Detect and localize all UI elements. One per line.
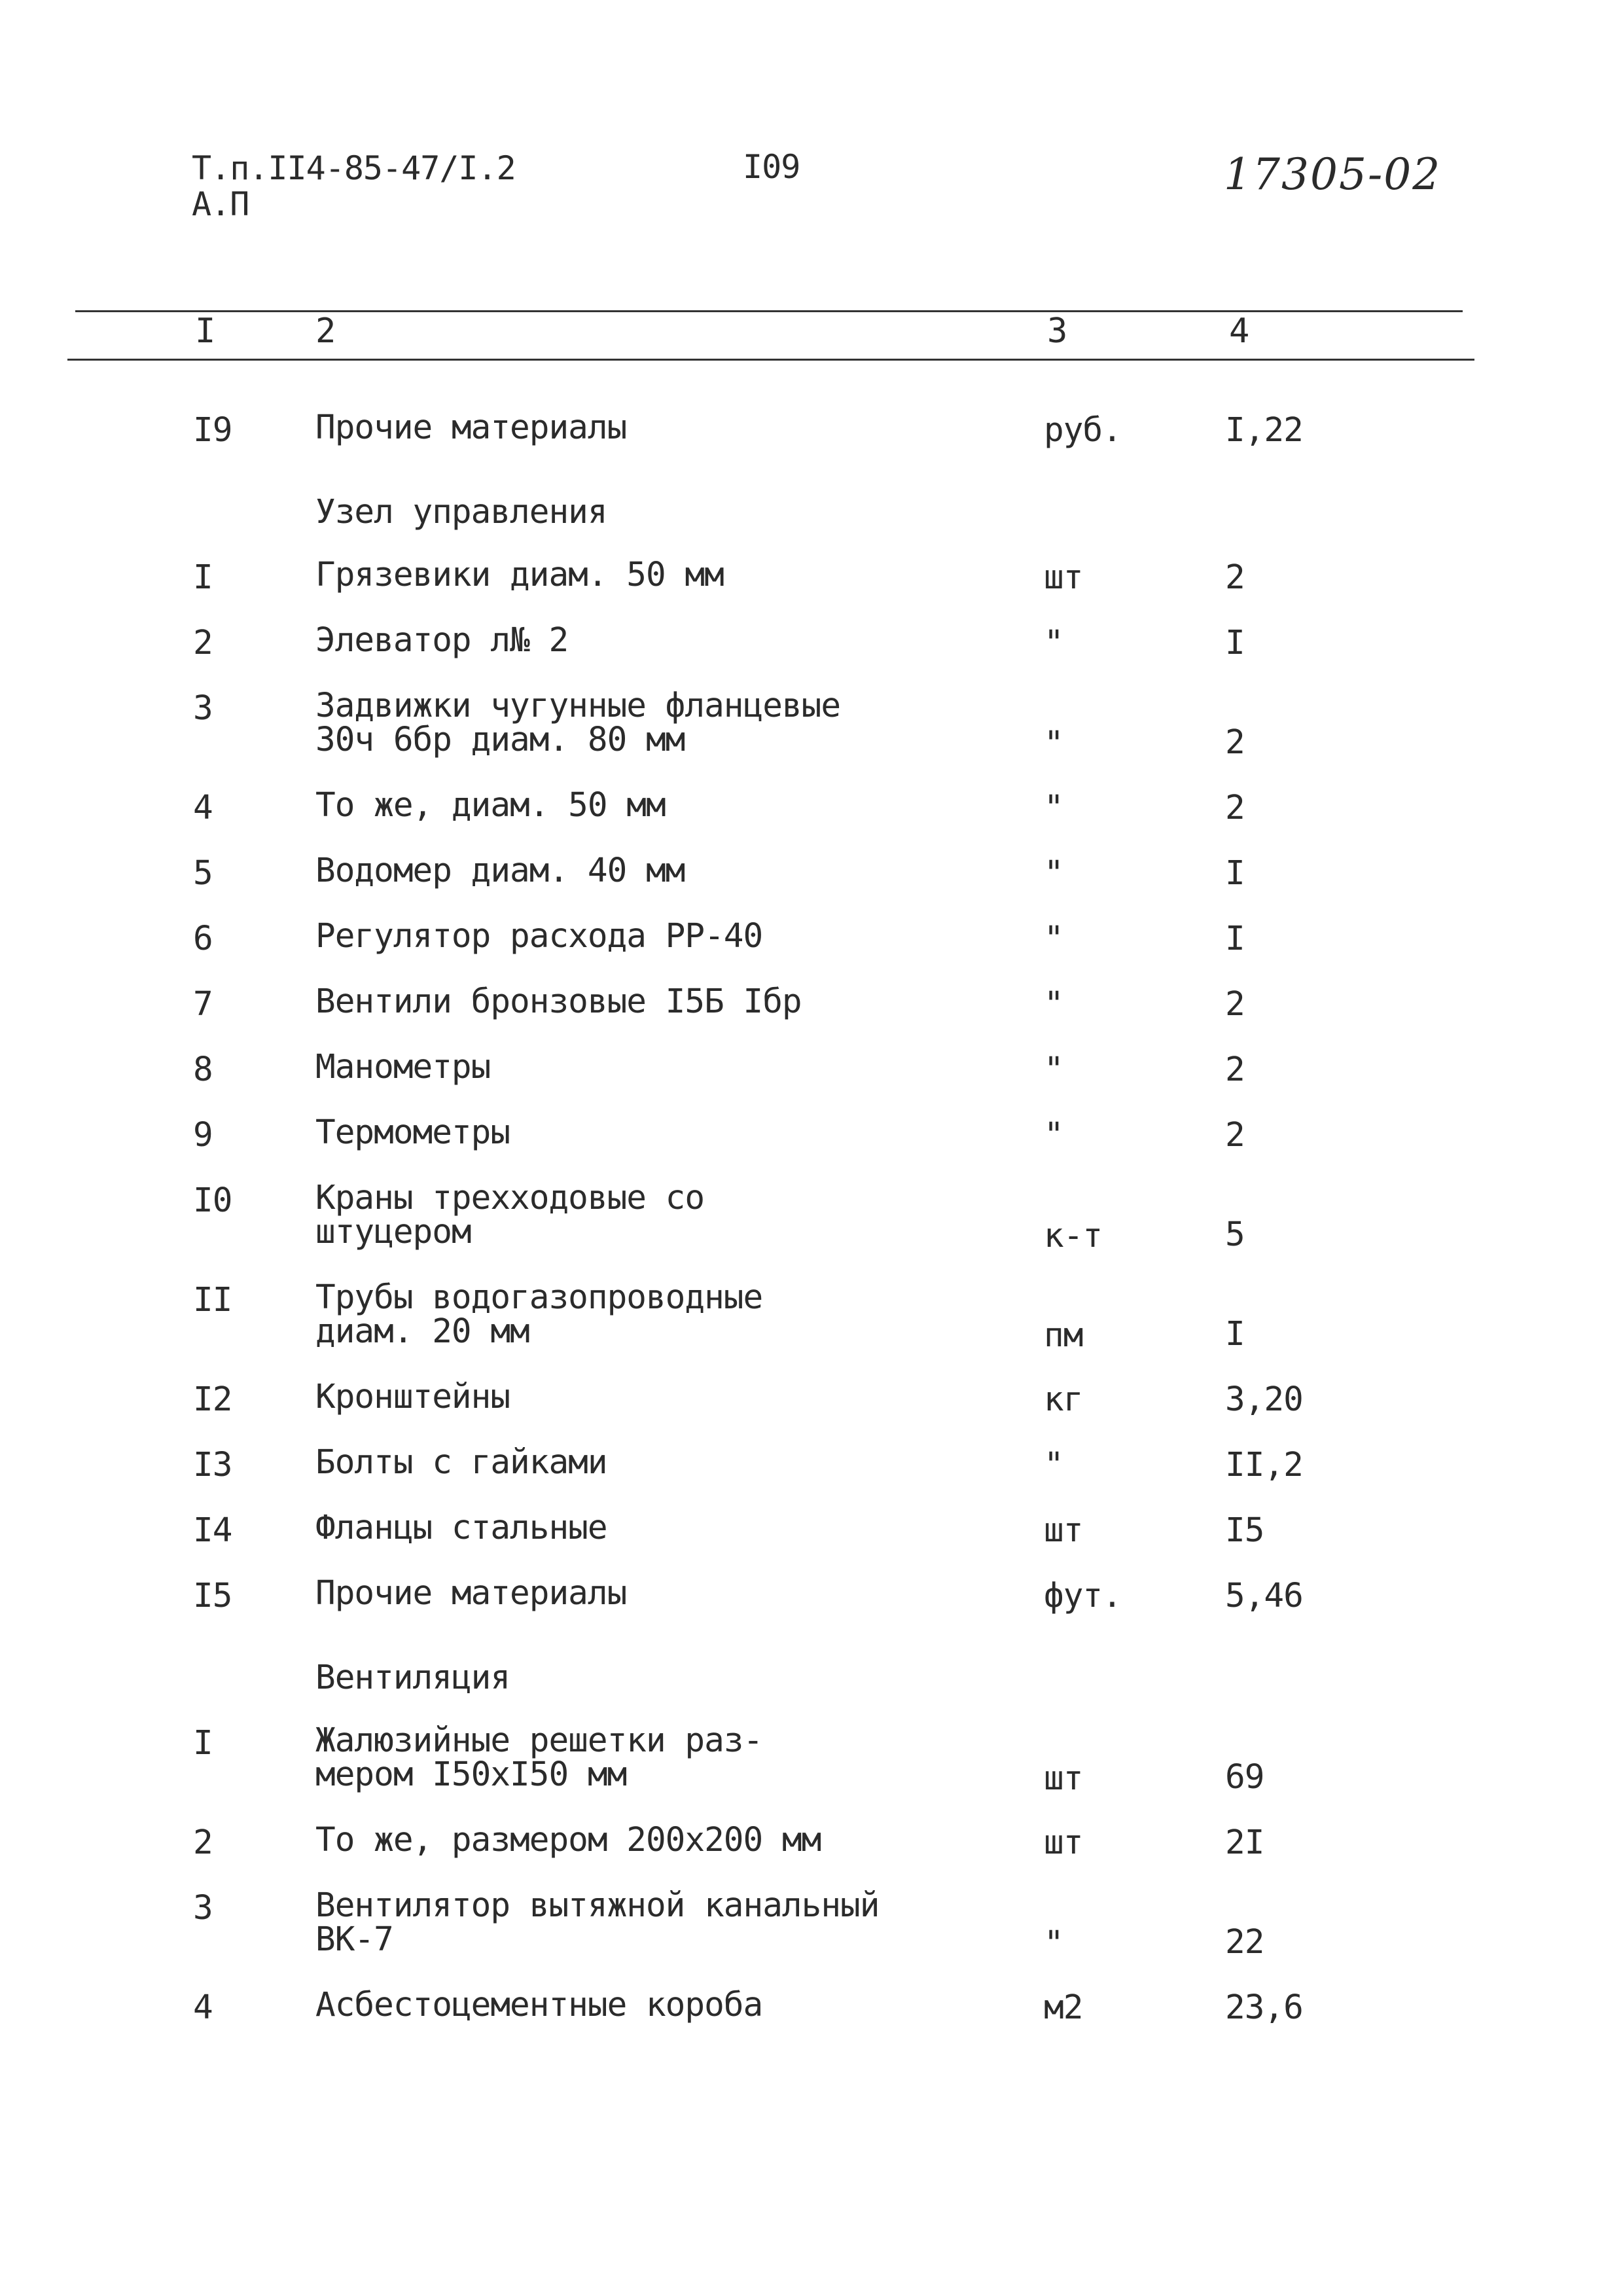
quantity: I bbox=[1225, 920, 1245, 958]
unit-of-measure: шт bbox=[1044, 558, 1083, 597]
item-name bbox=[315, 1050, 490, 1085]
section-title: Вентиляция bbox=[315, 1659, 510, 1697]
column-number-3: 3 bbox=[1047, 312, 1068, 351]
item-name-line: Вентили бронзовые I5Б Iбр bbox=[315, 982, 802, 1021]
item-name-line: Манометры bbox=[315, 1048, 491, 1086]
unit-of-measure: " bbox=[1044, 854, 1063, 893]
row-number: 2 bbox=[193, 1823, 213, 1862]
item-name-line: Трубы водогазопроводные bbox=[315, 1278, 763, 1317]
table-top-rule bbox=[75, 310, 1463, 312]
item-name-line: 30ч 6бр диам. 80 мм bbox=[315, 721, 685, 759]
item-name-line: Задвижки чугунные фланцевые bbox=[315, 687, 841, 725]
item-name-line: То же, диам. 50 мм bbox=[315, 786, 666, 825]
row-number: II bbox=[193, 1281, 232, 1319]
unit-of-measure: " bbox=[1044, 1050, 1063, 1089]
unit-of-measure: к-т bbox=[1044, 1217, 1103, 1255]
quantity: I,22 bbox=[1225, 411, 1303, 450]
item-name-line: Асбестоцементные короба bbox=[315, 1986, 763, 2024]
item-name-line: Болты с гайками bbox=[315, 1443, 607, 1482]
unit-of-measure: " bbox=[1044, 1924, 1063, 1963]
unit-of-measure: руб. bbox=[1044, 411, 1122, 450]
quantity: 22 bbox=[1225, 1923, 1264, 1962]
item-name bbox=[315, 1443, 607, 1482]
quantity: 2 bbox=[1225, 558, 1245, 597]
item-name bbox=[315, 1278, 763, 1351]
column-number-1: I bbox=[195, 312, 216, 351]
item-name-line: мером I50хI50 мм bbox=[315, 1755, 627, 1794]
unit-of-measure: пм bbox=[1044, 1316, 1083, 1355]
item-name-line: Прочие материалы bbox=[315, 408, 627, 447]
document-code: Т.п.II4-85-47/I.2 bbox=[192, 149, 516, 187]
unit-of-measure: " bbox=[1044, 920, 1063, 958]
item-name bbox=[315, 1988, 762, 2022]
document-section: А.П bbox=[192, 185, 249, 223]
quantity: 2 bbox=[1225, 723, 1245, 762]
quantity: I5 bbox=[1225, 1511, 1264, 1550]
item-name bbox=[315, 1886, 880, 1959]
row-number: I4 bbox=[193, 1511, 232, 1550]
quantity: 23,6 bbox=[1225, 1988, 1303, 2027]
unit-of-measure: " bbox=[1044, 1446, 1063, 1484]
item-name bbox=[315, 854, 685, 888]
quantity: 69 bbox=[1225, 1758, 1264, 1797]
row-number: I3 bbox=[193, 1446, 232, 1484]
item-name-line: Фланцы стальные bbox=[315, 1509, 607, 1547]
row-number: 3 bbox=[193, 689, 213, 728]
column-number-2: 2 bbox=[315, 312, 336, 351]
item-name bbox=[315, 982, 802, 1021]
item-name bbox=[315, 1721, 763, 1794]
unit-of-measure: " bbox=[1044, 624, 1063, 662]
item-name bbox=[315, 1511, 607, 1545]
item-name-line: Водомер диам. 40 мм bbox=[315, 852, 685, 890]
page-number: I09 bbox=[743, 148, 800, 186]
item-name bbox=[315, 558, 724, 592]
quantity: I bbox=[1225, 624, 1245, 662]
item-name bbox=[315, 621, 569, 660]
row-number: I0 bbox=[193, 1181, 232, 1220]
row-number: I bbox=[193, 1724, 213, 1763]
row-number: 9 bbox=[193, 1116, 213, 1155]
quantity: 2 bbox=[1225, 1050, 1245, 1089]
item-name-line: Жалюзийные решетки раз- bbox=[315, 1721, 763, 1760]
item-name bbox=[315, 1181, 704, 1249]
item-name-line: То же, размером 200х200 мм bbox=[315, 1821, 821, 1859]
row-number: I5 bbox=[193, 1577, 232, 1615]
row-number: 4 bbox=[193, 1988, 213, 2027]
unit-of-measure: кг bbox=[1044, 1380, 1083, 1419]
section-title: Узел управления bbox=[315, 493, 607, 531]
unit-of-measure: шт bbox=[1044, 1759, 1083, 1798]
item-name-line: Регулятор расхода РР-40 bbox=[315, 917, 763, 956]
item-name-line: Вентилятор вытяжной канальный bbox=[315, 1886, 880, 1925]
row-number: I9 bbox=[193, 411, 232, 450]
archive-number: 17305-02 bbox=[1224, 149, 1442, 200]
item-name-line: штуцером bbox=[315, 1213, 471, 1251]
item-name bbox=[315, 917, 763, 956]
quantity: 2 bbox=[1225, 985, 1245, 1024]
column-number-4: 4 bbox=[1229, 312, 1250, 351]
quantity: 5 bbox=[1225, 1215, 1245, 1254]
row-number: 8 bbox=[193, 1050, 213, 1089]
item-name bbox=[315, 408, 627, 447]
table-header-rule bbox=[67, 359, 1474, 361]
row-number: 6 bbox=[193, 920, 213, 958]
item-name bbox=[315, 1380, 510, 1414]
item-name-line: Элеватор л№ 2 bbox=[315, 621, 569, 660]
item-name bbox=[315, 1113, 510, 1152]
item-name-line: Прочие материалы bbox=[315, 1574, 627, 1613]
quantity: I bbox=[1225, 854, 1245, 893]
item-name bbox=[315, 1823, 821, 1857]
unit-of-measure: шт bbox=[1044, 1511, 1083, 1550]
row-number: I2 bbox=[193, 1380, 232, 1419]
item-name-line: ВК-7 bbox=[315, 1920, 393, 1959]
quantity: 2 bbox=[1225, 1116, 1245, 1155]
unit-of-measure: " bbox=[1044, 725, 1063, 763]
quantity: 2 bbox=[1225, 789, 1245, 827]
unit-of-measure: " bbox=[1044, 1116, 1063, 1155]
unit-of-measure: шт bbox=[1044, 1823, 1083, 1862]
quantity: 5,46 bbox=[1225, 1577, 1303, 1615]
quantity: 2I bbox=[1225, 1823, 1264, 1862]
item-name bbox=[315, 689, 840, 757]
unit-of-measure: " bbox=[1044, 985, 1063, 1024]
item-name-line: Кронштейны bbox=[315, 1378, 510, 1416]
item-name-line: диам. 20 мм bbox=[315, 1312, 529, 1351]
row-number: 5 bbox=[193, 854, 213, 893]
item-name bbox=[315, 786, 666, 825]
unit-of-measure: м2 bbox=[1044, 1988, 1083, 2027]
row-number: 2 bbox=[193, 624, 213, 662]
item-name-line: Грязевики диам. 50 мм bbox=[315, 556, 724, 594]
unit-of-measure: фут. bbox=[1044, 1577, 1122, 1615]
quantity: 3,20 bbox=[1225, 1380, 1303, 1419]
quantity: I bbox=[1225, 1315, 1245, 1354]
item-name-line: Краны трехходовые со bbox=[315, 1179, 705, 1217]
row-number: I bbox=[193, 558, 213, 597]
unit-of-measure: " bbox=[1044, 789, 1063, 827]
item-name-line: Термометры bbox=[315, 1113, 510, 1152]
row-number: 3 bbox=[193, 1889, 213, 1928]
row-number: 7 bbox=[193, 985, 213, 1024]
quantity: II,2 bbox=[1225, 1446, 1303, 1484]
row-number: 4 bbox=[193, 789, 213, 827]
item-name bbox=[315, 1574, 627, 1613]
